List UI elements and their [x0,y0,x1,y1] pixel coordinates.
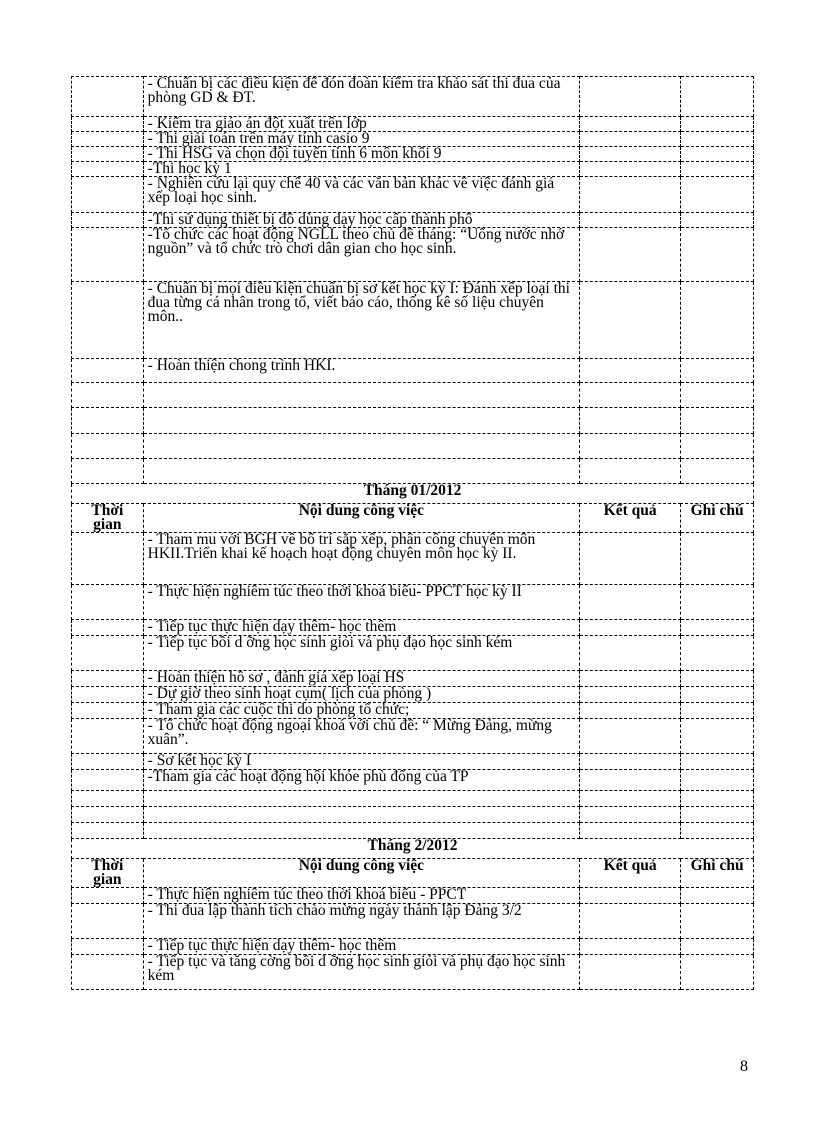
task-cell: - Thực hiện nghiêm túc theo thời khoá biểu- PPCT học kỳ II [143,585,579,620]
task-cell: - Tổ chức hoạt động ngoại khoá với chủ đề: “ Mừng Đảng, mừng xuân”. [143,719,579,754]
month-row [72,839,754,859]
month-title: Tháng 2/2012 [72,839,754,859]
table-row [72,585,754,620]
header-row [72,504,754,533]
header-content: Nội dung công việc [143,859,579,888]
task-cell [143,791,579,807]
table-row [72,132,754,147]
header-result: Kết quả [580,859,681,888]
table-row [72,228,754,282]
task-cell: - Chuẩn bị mọi điều kiện chuẩn bị sơ kết học kỳ I: Đánh xếp loại thi đua từng cá nhân trong tổ, viết báo cáo, thống kê số liệu chuyên môn.. [143,282,579,359]
table-row [72,955,754,990]
table-row [72,434,754,459]
table-row [72,719,754,754]
task-cell: - Tiếp tục thực hiện dạy thêm- học thêm [143,620,579,636]
table-row [72,383,754,408]
task-cell: - Tham mu với BGH về bố trí sắp xếp, phân công chuyên môn HKII.Triển khai kế hoạch hoạt động chuyên môn học kỳ II. [143,533,579,585]
table-row [72,636,754,671]
page-number: 8 [740,1058,748,1075]
header-time: Thời gian [72,859,144,888]
task-cell: - Sơ kết học kỳ I [143,754,579,770]
table-row [72,162,754,177]
task-cell: - Tiếp tục thực hiện dạy thêm- học thêm [143,939,579,955]
task-cell: - Tham gia các cuộc thi do phòng tổ chức; [143,703,579,719]
task-cell: - Dự giờ theo sinh hoạt cụm( lịch của phòng ) [143,687,579,703]
task-cell: - Hoàn thiện hồ sơ , đánh giá xếp loại HS [143,671,579,687]
task-cell [143,823,579,839]
task-cell: - Chuẩn bị các điều kiện để đón đoàn kiểm tra khảo sát thi đua của phòng GD & ĐT. [143,77,579,117]
task-cell [143,408,579,434]
month-row [72,484,754,504]
table-row [72,754,754,770]
task-cell: - Thi giải toán trên máy tính casio 9 [143,132,579,147]
table-row [72,533,754,585]
table-row [72,904,754,939]
table-row [72,939,754,955]
task-cell: - Thi đua lập thành tích chào mừng ngày thành lập Đảng 3/2 [143,904,579,939]
header-note: Ghi chú [681,504,754,533]
task-cell: - Thi HSG và chọn đội tuyển tỉnh 6 môn khối 9 [143,147,579,162]
task-cell: -Thi sử dụng thiết bị đồ dùng dạy học cấp thành phố [143,213,579,228]
table-row [72,791,754,807]
table-row [72,359,754,383]
table-row [72,687,754,703]
header-time: Thời gian [72,504,144,533]
task-cell: -Thi học kỳ 1 [143,162,579,177]
table-row [72,177,754,213]
task-cell: - Tiếp tục và tăng cờng bồi d ỡng học sinh giỏi và phụ đạo học sinh kém [143,955,579,990]
table-row [72,77,754,117]
task-cell [143,459,579,484]
table-row [72,147,754,162]
task-cell: - Hoàn thiện chong trình HKI. [143,359,579,383]
task-cell: -Tổ chức các hoạt động NGLL theo chủ đề tháng: “Uống nước nhớ nguồn” và tổ chức trò chơi dân gian cho học sinh. [143,228,579,282]
table-row [72,703,754,719]
header-row [72,859,754,888]
table-row [72,408,754,434]
task-cell: -Tham gia các hoạt động hội khỏe phù đổng của TP [143,770,579,791]
header-content: Nội dung công việc [143,504,579,533]
task-cell: - Tiếp tục bồi d ỡng học sinh giỏi và phụ đạo học sinh kém [143,636,579,671]
task-cell: - Kiểm tra giáo án đột xuất trên lớp [143,117,579,132]
table-row [72,770,754,791]
task-cell [143,383,579,408]
table-row [72,671,754,687]
task-cell [143,807,579,823]
table-row [72,888,754,904]
task-cell [143,434,579,459]
table-row [72,807,754,823]
task-cell: - Thực hiện nghiêm túc theo thời khoá biểu - PPCT [143,888,579,904]
table-row [72,282,754,359]
month-title: Tháng 01/2012 [72,484,754,504]
table-row [72,213,754,228]
work-plan-table [71,76,754,990]
table-row [72,823,754,839]
header-note: Ghi chú [681,859,754,888]
header-result: Kết quả [580,504,681,533]
task-cell: - Nghiên cứu lại quy chế 40 và các văn bản khác về việc đánh giá xếp loại học sinh. [143,177,579,213]
table-row [72,620,754,636]
table-row [72,117,754,132]
table-row [72,459,754,484]
